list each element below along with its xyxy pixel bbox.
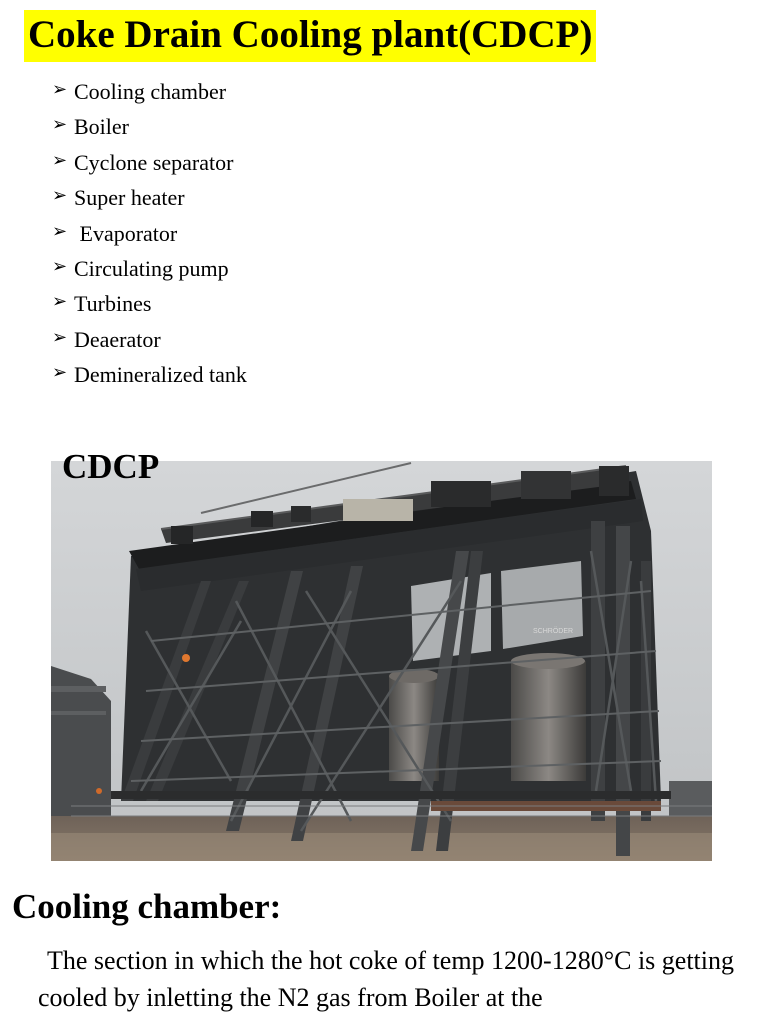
list-item-label: Boiler (74, 114, 129, 140)
arrowhead-bullet-icon: ➢ (52, 255, 68, 276)
arrowhead-bullet-icon: ➢ (52, 362, 68, 383)
list-item (52, 251, 247, 286)
section-heading: Cooling chamber: (12, 887, 282, 926)
arrowhead-bullet-icon: ➢ (52, 79, 68, 99)
list-item-label: Evaporator (74, 220, 178, 246)
list-item (52, 180, 247, 215)
list-item (52, 74, 247, 109)
industrial-plant-photo (51, 461, 712, 861)
list-item (52, 322, 247, 357)
list-item-label: Super heater (74, 185, 185, 211)
list-item-label: Demineralized tank (74, 362, 247, 388)
arrowhead-bullet-icon: ➢ (52, 220, 68, 241)
list-item (52, 109, 247, 144)
page-title: Coke Drain Cooling plant(CDCP) (24, 10, 596, 62)
component-list (52, 74, 247, 393)
arrowhead-bullet-icon: ➢ (52, 291, 68, 312)
list-item (52, 286, 247, 321)
list-item-label: Turbines (74, 291, 152, 317)
list-item (52, 216, 247, 251)
arrowhead-bullet-icon: ➢ (52, 114, 68, 135)
arrowhead-bullet-icon: ➢ (52, 149, 68, 170)
arrowhead-bullet-icon: ➢ (52, 185, 68, 206)
list-item-label: Cooling chamber (74, 79, 227, 104)
list-item (52, 145, 247, 180)
list-item-label: Circulating pump (74, 255, 229, 281)
plant-sign: SCHRÖDER (533, 628, 574, 635)
section-body: The section in which the hot coke of temp 1200-1280°C is getting cooled by inletting the N2 gas from Boiler at the (38, 946, 734, 1012)
list-item-label: Cyclone separator (74, 149, 234, 175)
photo-caption: CDCP (62, 447, 160, 486)
arrowhead-bullet-icon: ➢ (52, 326, 68, 347)
list-item-label: Deaerator (74, 326, 161, 352)
list-item (52, 357, 247, 392)
